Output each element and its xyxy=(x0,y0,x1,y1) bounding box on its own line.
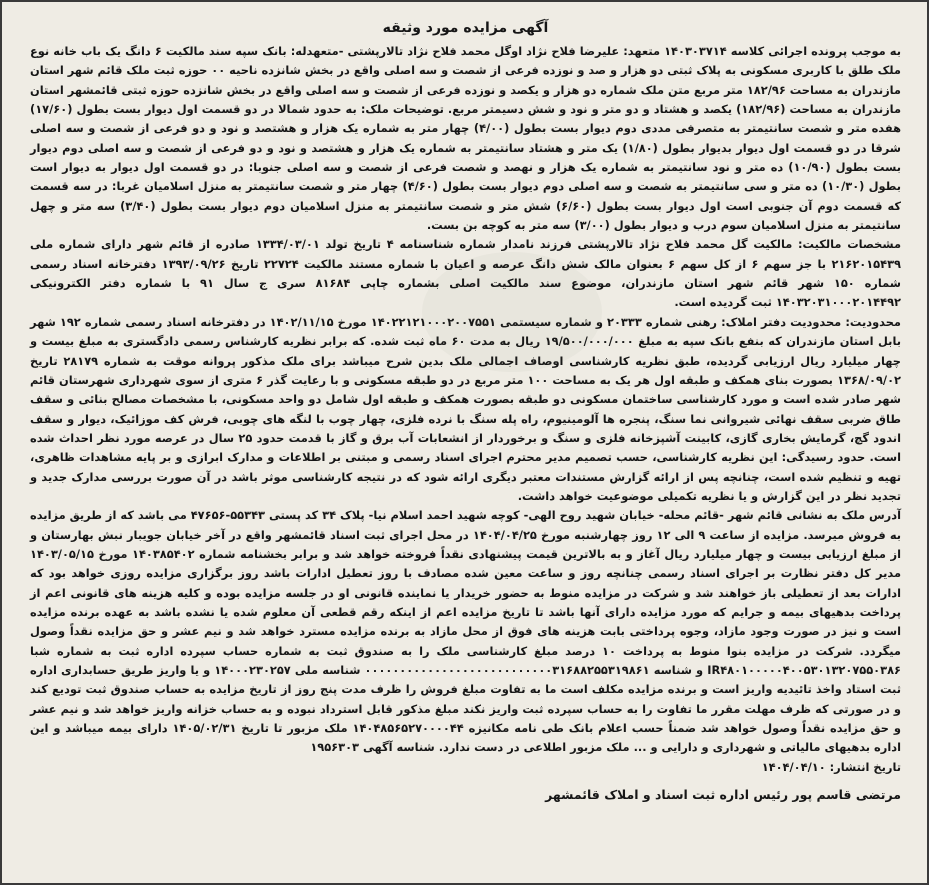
restrictions-appraisal-paragraph: محدودیت: محدودیت دفتر املاک: رهنی شماره ۲۰۳۳۳ و شماره سیستمی ۱۴۰۲۲۱۲۱۰۰۰۲۰۰۷۵۵۱ مورخ ۱۴۰۲/۱۱/۱۵ در دفترخانه اسناد رسمی شماره ۱۹۲ شهر بابل استان مازندران که بنفع بانک سپه به مبلغ ۱۹/۵۰۰/۰۰۰/۰۰۰ ریال به مدت ۶۰ ماه ثبت شده. که برابر نظریه کارشناس رسمی دادگستری به مبلغ بیست و چهار میلیارد ریال ارزیابی گردیده، طبق نظریه کارشناسی اوصاف اجمالی ملک بدین شرح میباشد برای ملک مذکور پروانه موقت به شماره ۲۸۱۷۹ تاریخ ۱۳۶۸/۰۹/۰۲ بصورت بنای همکف و طبقه اول هر یک به مساحت ۱۰۰ متر مربع در دو طبقه مسکونی و با رعایت گذر ۶ متری از سوی شهرداری شهرستان قائم شهر صادر شده است و مورد کارشناسی ساختمان مسکونی دو طبقه بصورت همکف و طبقه اول شامل دو واحد مسکونی، با مشخصات مصالح بنائی و سقف طاق ضربی سقف نهائی شیروانی نما سنگ، پنجره ها آلومینیوم، راه پله سنگ با نرده فلزی، چهار چوب با لنگه های چوبی، فرش کف موزائیک، دیوار و سقف اندود گچ، گرمایش بخاری گازی، کابینت آشپزخانه فلزی و سنگ و برخوردار از انشعابات آب برق و گاز با قدمت حدود ۲۵ سال در عرصه مورد نظر احداث شده است. حدود رسیدگی: این نظریه کارشناسی، حسب تصمیم مدیر محترم اجرای اسناد رسمی و مبتنی بر اطلاعات و مدارک ابرازی و بر پایه مشاهدات ظاهری، تهیه و تنظیم شده است، چنانچه پس از ارائه گزارش مستندات معتبر دیگری ارائه شود که در نتیجه کارشناسی موثر باشد در آن صورت بررسی مدارک جدید و تجدید نظر در این گزارش و یا نظریه تکمیلی موضوعیت خواهد داشت. xyxy=(30,314,902,503)
property-description-paragraph: به موجب پرونده اجرائی کلاسه ۱۴۰۳۰۳۷۱۴ متعهد: علیرضا فلاح نژاد اوگل محمد فلاح نژاد تالارپشتی -متعهدله: بانک سپه سند مالکیت ۶ دانگ یک باب خانه نوع ملک طلق با کاربری مسکونی به پلاک ثبتی دو هزار و صد و نوزده فرعی از شصت و سه اصلی واقع در بخش شانزده ناحیه ۰۰ حوزه ثبت ملک قائم شهر استان مازندران به مساحت ۱۸۲/۹۶ متر مربع متن ملک شماره دو هزار و یکصد و نوزده فرعی از شصت و سه اصلی واقع در بخش شانزده حوزه ثبتی قائمشهر استان مازندران به مساحت (۱۸۲/۹۶) یکصد و هشتاد و دو متر و نود و شش دسیمتر مربع. توضیحات ملک: به حدود شمالا در دو قسمت اول دیوار بست بطول (۱۷/۶۰) هفده متر و شصت سانتیمتر به متصرفی مددی دوم دیوار بست بطول (۴/۰۰) چهار متر به شماره یک هزار و هشتصد و نود و دو فرعی از شصت و سه اصلی شرقا در دو قسمت اول دیوار بدیوار بطول (۱/۸۰) یک متر و هشتاد سانتیمتر به شماره یک هزار و هشتصد و نود و دو فرعی از شصت و سه اصلی دوم دیوار بست بطول (۱۰/۹۰) ده متر و نود سانتیمتر به شماره یک هزار و نهصد و شصت فرعی از شصت و سه اصلی جنوبا: در دو قسمت اول دیوار به دیوار است بطول (۱۰/۳۰) ده متر و سی سانتیمتر به شصت و سه اصلی دوم دیوار بست بطول (۴/۶۰) چهار متر و شصت سانتیمتر به منزل اسلامیان غربا: در سه قسمت که قسمت دوم آن جنوبی است اول دیوار بست بطول (۶/۶۰) شش متر و شصت سانتیمتر به منزل اسلامیان دوم دیوار بست بطول (۳/۴۰) سه متر و چهل سانتیمتر به منزل اسلامیان سوم درب و دیوار بطول (۳/۰۰) سه متر به کوچه بن بست. xyxy=(30,44,902,233)
notice-body xyxy=(30,42,901,758)
signature: مرتضی قاسم پور رئیس اداره ثبت اسناد و املاک قائمشهر xyxy=(545,787,901,803)
auction-terms-paragraph: آدرس ملک به نشانی قائم شهر -قائم محله- خیابان شهید روح الهی- کوچه شهید احمد اسلام نیا- پلاک ۳۴ کد پستی ۵۵۳۴۳-۴۷۶۵۶ می باشد که از طریق مزایده به فروش میرسد. مزایده از ساعت ۹ الی ۱۲ روز چهارشنبه مورخ ۱۴۰۴/۰۴/۲۵ در محل اجرای ثبت اسناد قائمشهر واقع در آخر خیابان جویبار نبش بهارستان و از مبلغ ارزیابی بیست و چهار میلیارد ریال آغاز و به بالاترین قیمت پیشنهادی نقداً فروخته خواهد شد و برابر بخشنامه شماره ۱۴۰۳۸۵۴۰۲ مورخ ۱۴۰۳/۰۵/۱۵ مدیر کل دفتر نظارت بر اجرای اسناد رسمی چنانچه روز و ساعت معین شده مصادف با روز تعطیل ادارات باشد روز برگزاری مزایده روزی خواهد بود که ادارات بعد از تعطیلی باز خواهند شد و شرکت در مزایده منوط به حضور خریدار یا نماینده قانونی او در جلسه مزایده بوده و کلیه هزینه های قانونی اعم از پرداخت بدهیهای بیمه و جرایم که مورد مزایده دارای آنها باشد تا تاریخ مزایده اعم از اینکه رقم قطعی آن معلوم شده یا نشده باشد به عهده برنده مزایده است و نیز در صورت وجود مازاد، وجوه پرداختی بابت هزینه های فوق از محل مازاد به برنده مزایده مسترد خواهد شد و نیم عشر و حق مزایده نقداً وصول میگردد. شرکت در مزایده بنوا منوط به پرداخت ۱۰ درصد مبلغ کارشناسی ملک را به صندوق ثبت به شماره حساب سپرده اداره ثبت به شماره شبا IR۴۸۰۱۰۰۰۰۰۴۰۰۵۳۰۱۳۲۰۷۵۵۰۳۸۶ و شناسه ۰۰۰۰۰۰۰۰۰۰۰۰۰۰۰۰۰۰۰۰۰۰۰۰۰۰۰۳۱۶۸۸۲۵۵۳۱۹۸۶۱ شناسه ملی ۱۴۰۰۰۲۳۰۲۵۷ و یا واریز طریق حسابداری اداره ثبت استاد واخذ تائیدیه واریز است و برنده مزایده مکلف است ما به تفاوت مبلغ فروش را ظرف مدت پنج روز از تاریخ مزایده به حساب صندوق ثبت تودیع کند و در صورتی که ظرف مهلت مقرر ما تفاوت را به حساب سپرده ثبت واریز نکند مبلغ مذکور قابل استرداد نبوده و به حساب خزانه واریز خواهد شد و نیم عشر و حق مزایده نقداً وصول خواهد شد ضمناً حسب اعلام بانک طی نامه مکانیزه ۱۴۰۴۸۵۶۵۲۷۰۰۰۰۴۴ ملک مزبور تا تاریخ ۱۴۰۵/۰۲/۳۱ دارای بیمه میباشد و این اداره بدهیهای مالیاتی و شهرداری و دارایی و ... ملک مزبور اطلاعی در دست ندارد. شناسه آگهی ۱۹۵۶۳۰۳ xyxy=(30,508,902,755)
publish-date: تاریخ انتشار: ۱۴۰۴/۰۴/۱۰ xyxy=(761,759,901,774)
notice-title: آگهی مزایده مورد وثیقه xyxy=(382,20,549,36)
ownership-paragraph: مشخصات مالکیت: مالکیت گل محمد فلاح نژاد تالارپشتی فرزند نامدار شماره شناسنامه ۴ تاریخ تولد ۱۳۳۴/۰۳/۰۱ صادره از قائم شهر دارای شماره ملی ۲۱۶۲۰۱۵۴۳۹ با جز سهم ۶ از کل سهم ۶ بعنوان مالک شش دانگ عرصه و اعیان با شماره مستند مالکیت ۲۲۷۲۴ تاریخ ۱۳۹۳/۰۹/۲۶ دفترخانه اسناد رسمی شماره ۱۵۰ شهر قائم شهر استان مازندران، موضوع سند مالکیت اصلی بشماره چاپی ۸۱۶۸۴ سری ج سال ۹۱ با شماره دفتر الکترونیکی ۱۴۰۳۲۰۳۱۰۰۰۲۰۱۴۴۹۲ ثبت گردیده است. xyxy=(30,237,901,310)
